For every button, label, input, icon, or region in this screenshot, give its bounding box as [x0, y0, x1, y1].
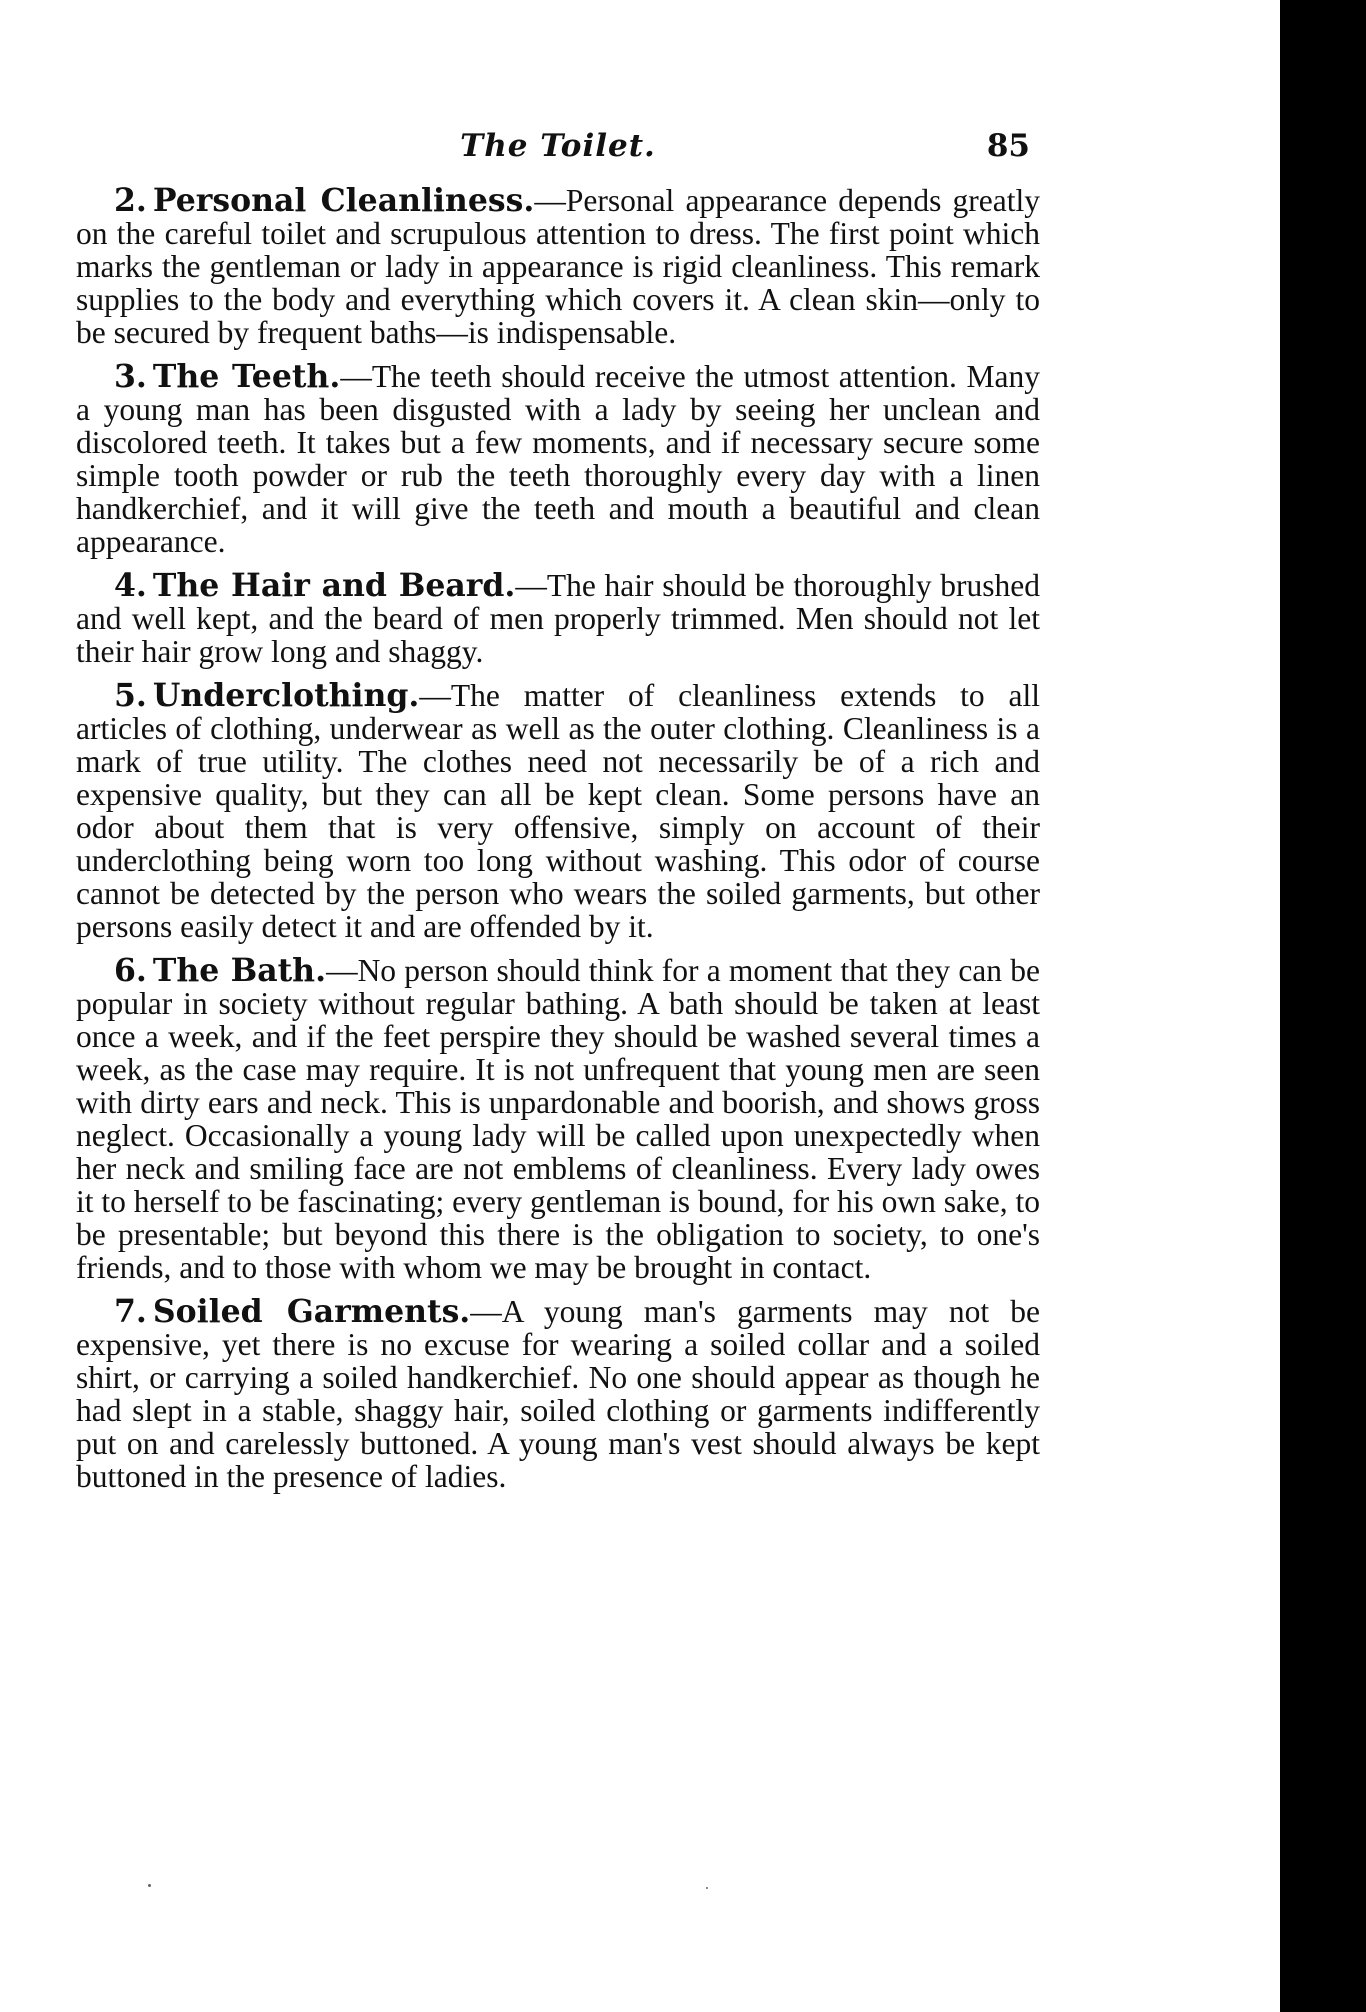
section-heading: The Bath. — [152, 952, 327, 989]
section-heading: The Hair and Beard. — [152, 567, 516, 604]
section-heading: Personal Cleanliness. — [152, 182, 535, 219]
section-number: 4. — [114, 567, 147, 604]
page-number: 85 — [986, 128, 1030, 164]
section-soiled-garments — [76, 1295, 1040, 1493]
section-number: 3. — [114, 358, 147, 395]
section-heading: Underclothing. — [152, 677, 420, 714]
section-number: 6. — [114, 952, 147, 989]
section-heading: Soiled Garments. — [152, 1293, 471, 1330]
book-page — [76, 128, 1040, 1504]
section-underclothing — [76, 679, 1040, 943]
scan-speck — [706, 1887, 708, 1889]
section-body: —No person should think for a moment that they can be popular in society without regular bathing. A bath should be taken at least once a week, and if the feet perspire they should be washed several times a week, as the case may require. It is not unfrequent that young men are seen with dirty ears and neck. This is unpardonable and boorish, and shows gross neglect. Occasionally a young lady will be called upon unexpectedly when her neck and smiling face are not emblems of cleanliness. Every lady owes it to herself to be fascinating; every gentleman is bound, for his own sake, to be presentable; but beyond this there is the obligation to society, to one's friends, and to those with whom we may be brought in contact. — [76, 953, 1041, 1285]
section-teeth — [76, 360, 1040, 558]
section-personal-cleanliness — [76, 184, 1040, 349]
section-body: —The hair should be thoroughly brushed and well kept, and the beard of men properly trimmed. Men should not let their hair grow long and shaggy. — [76, 568, 1040, 669]
section-bath — [76, 954, 1040, 1284]
section-number: 5. — [114, 677, 147, 714]
section-body: —A young man's garments may not be expensive, yet there is no excuse for wearing a soiled collar and a soiled shirt, or carrying a soiled handkerchief. No one should appear as though he had slept in a stable, shaggy hair, soiled clothing or garments indifferently put on and carelessly buttoned. A young man's vest should always be kept buttoned in the presence of ladies. — [76, 1294, 1040, 1494]
running-head — [76, 128, 1040, 178]
section-heading: The Teeth. — [152, 358, 341, 395]
section-number: 2. — [114, 182, 147, 219]
page-title: The Toilet. — [460, 128, 656, 164]
section-hair-and-beard — [76, 569, 1040, 668]
section-body: —The matter of cleanliness extends to all articles of clothing, underwear as well as the outer clothing. Cleanliness is a mark of true utility. The clothes need not necessarily be of a rich and expensive quality, but they can all be kept clean. Some persons have an odor about them that is very offensive, simply on account of their underclothing being worn too long without washing. This odor of course cannot be detected by the person who wears the soiled garments, but other persons easily detect it and are offended by it. — [76, 678, 1040, 944]
section-number: 7. — [114, 1293, 147, 1330]
scan-edge-band — [1280, 0, 1366, 2012]
section-body: —Personal appearance depends greatly on the careful toilet and scrupulous attention to dress. The first point which marks the gentleman or lady in appearance is rigid cleanliness. This remark supplies to the body and everything which covers it. A clean skin—only to be secured by frequent baths—is indispensable. — [76, 183, 1040, 350]
scan-speck — [148, 1884, 151, 1887]
section-body: —The teeth should receive the utmost attention. Many a young man has been disgusted with a lady by seeing her unclean and discolored teeth. It takes but a few moments, and if necessary secure some simple tooth powder or rub the teeth thoroughly every day with a linen handkerchief, and it will give the teeth and mouth a beautiful and clean appearance. — [76, 359, 1040, 559]
